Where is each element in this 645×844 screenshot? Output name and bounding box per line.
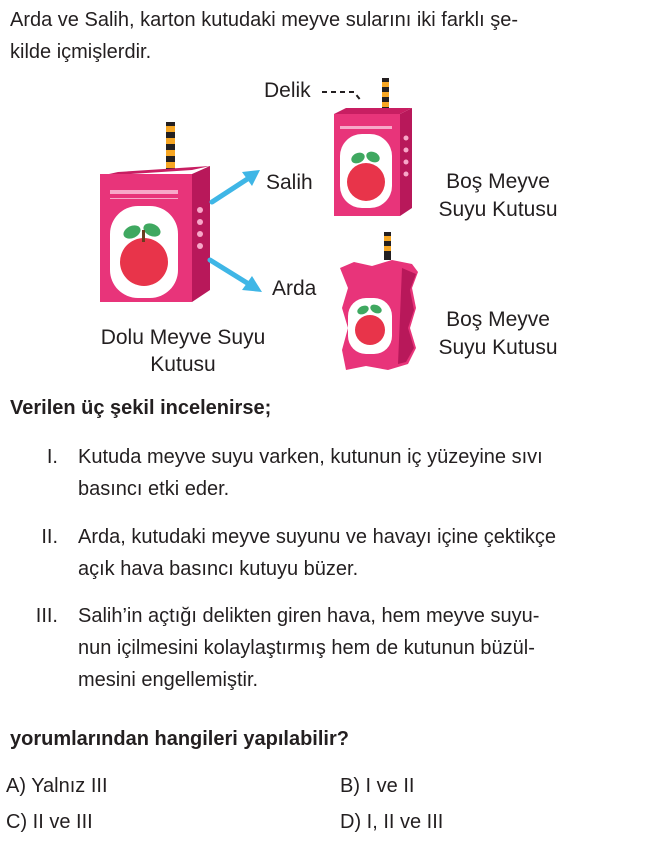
arrow-to-arda-icon <box>206 254 266 296</box>
option-c[interactable]: C) II ve III <box>6 811 93 833</box>
statement-2-line-2: açık hava basıncı kutuyu büzer. <box>78 558 359 580</box>
intro-text <box>10 4 635 68</box>
empty-box-top-caption <box>426 168 570 224</box>
statement-3 <box>28 600 640 700</box>
statement-3-line-3: mesini engellemiştir. <box>78 669 259 691</box>
hole-label: Delik <box>264 79 311 102</box>
option-d[interactable]: D) I, II ve III <box>340 811 444 833</box>
statement-1-line-2: basıncı etki eder. <box>78 478 230 500</box>
full-box-caption-line-2: Kutusu <box>150 353 216 376</box>
empty-box-bottom-caption <box>426 306 570 362</box>
statement-2-number: II. <box>41 526 58 548</box>
statement-2 <box>28 521 640 587</box>
statement-1-line-1: Kutuda meyve suyu varken, kutunun iç yüzeyine sıvı <box>78 446 543 468</box>
empty-box-salih-icon <box>330 72 420 224</box>
intro-line-2: kilde içmişlerdir. <box>10 41 152 63</box>
statement-3-line-2: nun içilmesini kolaylaştırmış hem de kutunun büzül- <box>78 637 535 659</box>
empty-box-arda-icon <box>336 228 426 376</box>
question-prompt: yorumlarından hangileri yapılabilir? <box>10 728 349 750</box>
empty-box-top-caption-line-2: Suyu Kutusu <box>438 198 558 221</box>
statement-1-number: I. <box>46 446 58 468</box>
option-b[interactable]: B) I ve II <box>340 775 415 797</box>
full-box-caption <box>84 324 282 378</box>
statement-1 <box>28 441 640 507</box>
statement-3-line-1: Salih’in açtığı delikten giren hava, hem meyve suyu- <box>78 605 540 627</box>
empty-box-bottom-caption-line-1: Boş Meyve <box>446 308 550 331</box>
full-juice-box-icon <box>96 118 216 310</box>
arrow-to-salih-icon <box>208 166 264 208</box>
statement-2-line-1: Arda, kutudaki meyve suyunu ve havayı içine çektikçe <box>78 526 557 548</box>
question-stem: Verilen üç şekil incelenirse; <box>10 397 272 419</box>
salih-label: Salih <box>266 171 313 194</box>
option-a[interactable]: A) Yalnız III <box>6 775 108 797</box>
empty-box-top-caption-line-1: Boş Meyve <box>446 170 550 193</box>
statement-3-number: III. <box>35 605 58 627</box>
arda-label: Arda <box>272 277 317 300</box>
intro-line-1: Arda ve Salih, karton kutudaki meyve sularını iki farklı şe- <box>10 9 518 31</box>
empty-box-bottom-caption-line-2: Suyu Kutusu <box>438 336 558 359</box>
full-box-caption-line-1: Dolu Meyve Suyu <box>100 326 266 349</box>
